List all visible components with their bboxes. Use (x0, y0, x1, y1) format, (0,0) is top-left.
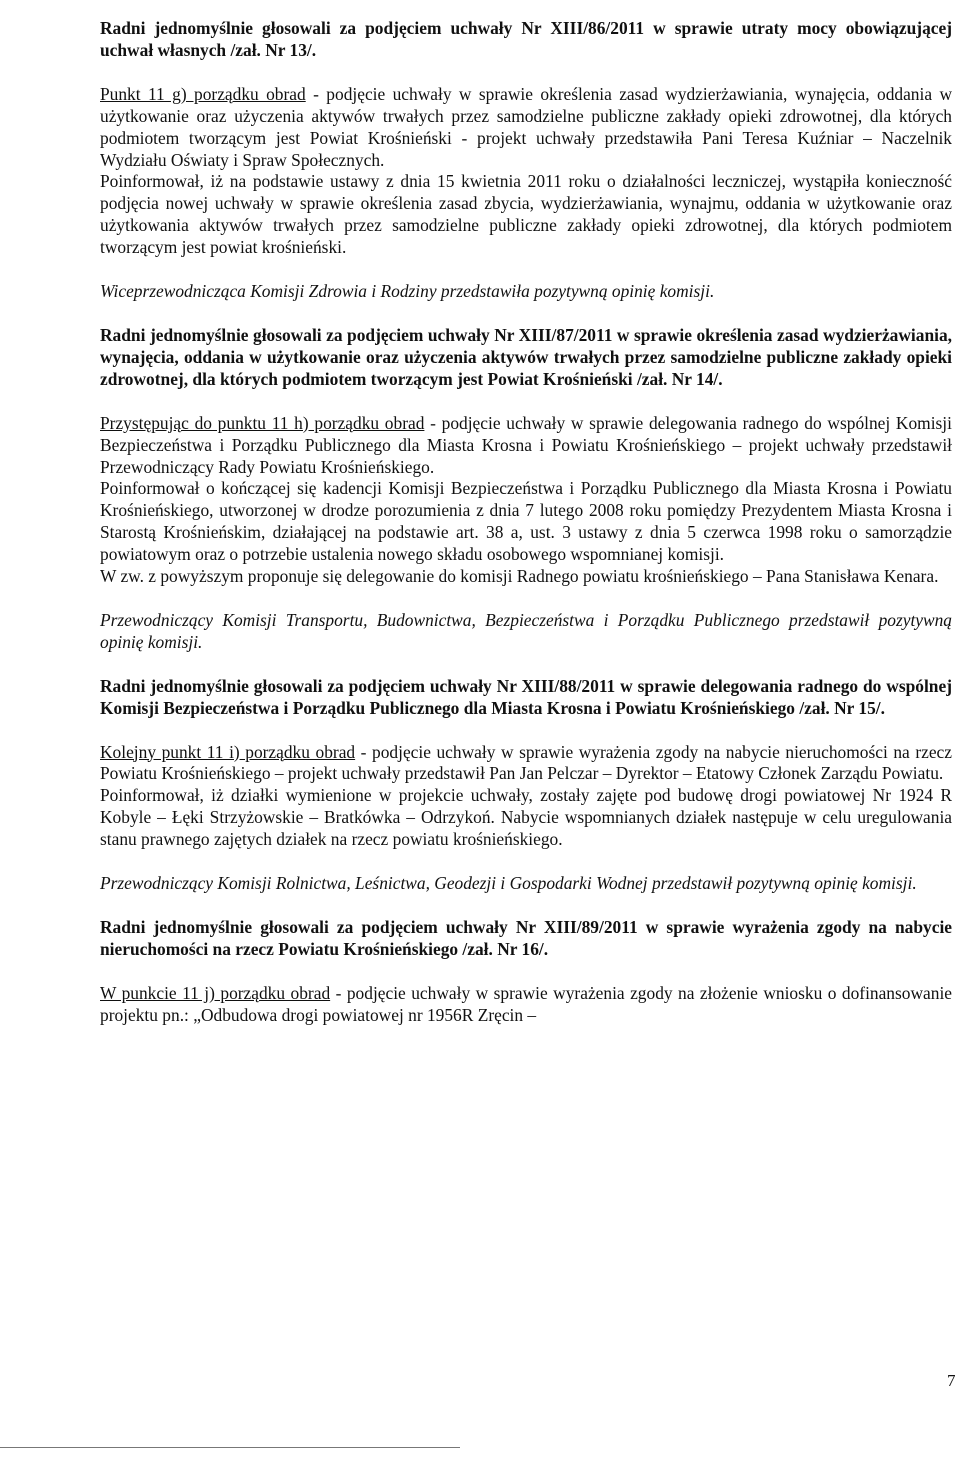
page-number: 7 (947, 1371, 956, 1390)
resolution-vote-89: Radni jednomyślnie głosowali za podjęciem uchwały Nr XIII/89/2011 w sprawie wyrażenia zgody na nabycie nieruchomości na rzecz Powiatu Krośnieńskiego /zał. Nr 16/. (100, 917, 952, 959)
resolution-vote-86: Radni jednomyślnie głosowali za podjęciem uchwały Nr XIII/86/2011 w sprawie utraty mocy obowiązującej uchwał własnych /zał. Nr 13/. (100, 18, 952, 60)
agenda-item-11j (100, 983, 952, 1027)
paragraph-delegation-proposal: W zw. z powyższym proponuje się delegowanie do komisji Radnego powiatu krośnieńskiego – Pana Stanisława Kenara. (100, 566, 939, 587)
opinion-transport-committee: Przewodniczący Komisji Transportu, Budownictwa, Bezpieczeństwa i Porządku Publicznego przedstawił pozytywną opinię komisji. (100, 609, 952, 652)
agenda-item-11g-text: - podjęcie uchwały w sprawie określenia zasad wydzierżawiania, wynajęcia, oddania w użytkowanie oraz użyczenia aktywów trwałych przez samodzielne publiczne zakłady opieki zdrowotnej, dla których podmiotem tworzącym jest Powiat Krośnieński - projekt uchwały przedstawiła Pani Teresa Kuźniar – Naczelnik Wydziału Oświaty i Spraw Społecznych. (100, 83, 953, 170)
agenda-item-11h (100, 413, 952, 479)
opinion-agriculture-committee: Przewodniczący Komisji Rolnictwa, Leśnictwa, Geodezji i Gospodarki Wodnej przedstawił pozytywną opinię komisji. (100, 873, 917, 894)
agenda-item-11j-heading: W punkcie 11 j) porządku obrad (100, 982, 331, 1003)
paragraph-committee-term: Poinformował o kończącej się kadencji Komisji Bezpieczeństwa i Porządku Publicznego dla Miasta Krosna i Powiatu Krośnieńskiego, utworzonej w drodze porozumienia z dnia 7 lutego 2008 roku pomiędzy Prezydentem Miasta Krosna i Starostą Krośnieńskim, działającej na podstawie art. 38 a, ust. 3 ustawy z dnia 5 czerwca 1998 roku o samorządzie powiatowym oraz o potrzebie ustalenia nowego składu osobowego wspomnianej komisji. (100, 478, 952, 565)
document-body (100, 18, 952, 1027)
opinion-health-committee: Wiceprzewodnicząca Komisji Zdrowia i Rodziny przedstawiła pozytywną opinię komisji. (100, 281, 715, 302)
agenda-item-11g-heading: Punkt 11 g) porządku obrad (100, 83, 306, 104)
paragraph-plots-road: Poinformował, iż działki wymienione w projekcie uchwały, zostały zajęte pod budowę drogi powiatowej Nr 1924 R Kobyle – Łęki Strzyżowskie – Bratkówka – Odrzykoń. Nabycie wspomnianych działek następuje w celu uregulowania stanu prawnego zajętych działek na rzecz powiatu krośnieńskiego. (100, 785, 952, 850)
resolution-vote-87: Radni jednomyślnie głosowali za podjęciem uchwały Nr XIII/87/2011 w sprawie określenia zasad wydzierżawiania, wynajęcia, oddania w użytkowanie oraz użyczenia aktywów trwałych przez samodzielne publiczne zakłady opieki zdrowotnej, dla których podmiotem tworzącym jest Powiat Krośnieński /zał. Nr 14/. (100, 324, 952, 389)
footer-rule (0, 1447, 460, 1448)
agenda-item-11j-text: - podjęcie uchwały w sprawie wyrażenia zgody na złożenie wniosku o dofinansowanie projektu pn.: „Odbudowa drogi powiatowej nr 1956R Zręcin – (100, 982, 952, 1025)
agenda-item-11h-text: - podjęcie uchwały w sprawie delegowania radnego do wspólnej Komisji Bezpieczeństwa i Porządku Publicznego dla Miasta Krosna i Powiatu Krośnieńskiego – projekt uchwały przedstawił Przewodniczący Rady Powiatu Krośnieńskiego. (100, 412, 952, 477)
agenda-item-11h-heading: Przystępując do punktu 11 h) porządku obrad (100, 412, 425, 433)
paragraph-informed-act: Poinformował, iż na podstawie ustawy z dnia 15 kwietnia 2011 roku o działalności leczniczej, wystąpiła konieczność podjęcia nowej uchwały w sprawie określenia zasad zbycia, wydzierżawiania, wynajmu, oddania w użytkowanie oraz użytkowania aktywów trwałych przez samodzielne publiczne zakłady opieki zdrowotnej, dla których podmiotem tworzącym jest powiat krośnieński. (100, 171, 952, 258)
agenda-item-11i-text: - podjęcie uchwały w sprawie wyrażenia zgody na nabycie nieruchomości na rzecz Powiatu Krośnieńskiego – projekt uchwały przedstawił Pan Jan Pelczar – Dyrektor – Etatowy Członek Zarządu Powiatu. (100, 741, 952, 784)
agenda-item-11g (100, 84, 952, 172)
agenda-item-11i-heading: Kolejny punkt 11 i) porządku obrad (100, 741, 356, 762)
agenda-item-11i (100, 742, 952, 786)
resolution-vote-88: Radni jednomyślnie głosowali za podjęciem uchwały Nr XIII/88/2011 w sprawie delegowania radnego do wspólnej Komisji Bezpieczeństwa i Porządku Publicznego dla Miasta Krosna i Powiatu Krośnieńskiego /zał. Nr 15/. (100, 675, 952, 718)
